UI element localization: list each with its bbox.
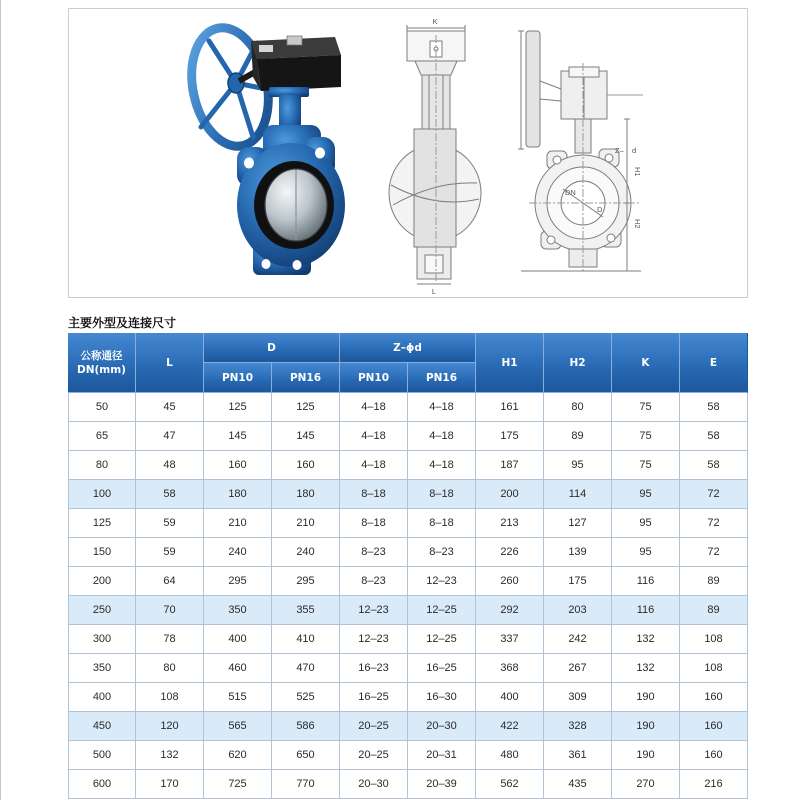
cell-z-pn16: 16–30: [408, 683, 476, 712]
cell-dn: 250: [68, 596, 136, 625]
cell-dn: 400: [68, 683, 136, 712]
cell-l: 78: [136, 625, 204, 654]
cell-z-pn10: 4–18: [340, 451, 408, 480]
header-z-pn16: PN16: [408, 363, 476, 393]
header-d: D: [204, 333, 340, 363]
cell-d-pn10: 210: [204, 509, 272, 538]
label-l: L: [431, 287, 437, 296]
cell-h2: 328: [544, 712, 612, 741]
cell-z-pn16: 8–18: [408, 509, 476, 538]
cell-dn: 350: [68, 654, 136, 683]
cell-e: 89: [680, 596, 748, 625]
cell-dn: 80: [68, 451, 136, 480]
cell-h2: 435: [544, 770, 612, 799]
cell-d-pn16: 355: [272, 596, 340, 625]
cell-d-pn10: 725: [204, 770, 272, 799]
cell-z-pn10: 12–23: [340, 625, 408, 654]
cell-h1: 562: [476, 770, 544, 799]
cell-h1: 161: [476, 393, 544, 422]
cell-k: 116: [612, 596, 680, 625]
cell-k: 132: [612, 654, 680, 683]
cell-dn: 600: [68, 770, 136, 799]
section-title: 主要外型及连接尺寸: [68, 316, 177, 330]
cell-dn: 450: [68, 712, 136, 741]
header-h2: H2: [544, 333, 612, 393]
cell-d-pn10: 565: [204, 712, 272, 741]
cell-e: 108: [680, 625, 748, 654]
bolt-hole-outline: [547, 236, 555, 244]
gearbox-front-face: [257, 55, 341, 91]
header-dn-line2: DN(mm): [77, 363, 126, 376]
hand-wheel-hub: [228, 73, 244, 93]
cell-h1: 422: [476, 712, 544, 741]
cell-h1: 187: [476, 451, 544, 480]
cell-l: 59: [136, 509, 204, 538]
label-h1: H1: [633, 167, 642, 177]
cell-e: 160: [680, 712, 748, 741]
cell-l: 59: [136, 538, 204, 567]
cell-k: 95: [612, 480, 680, 509]
cell-h1: 480: [476, 741, 544, 770]
cell-h2: 309: [544, 683, 612, 712]
cell-z-pn10: 16–23: [340, 654, 408, 683]
cell-z-pn16: 8–23: [408, 538, 476, 567]
cell-d-pn16: 210: [272, 509, 340, 538]
cell-z-pn10: 4–18: [340, 422, 408, 451]
cell-dn: 50: [68, 393, 136, 422]
cell-l: 48: [136, 451, 204, 480]
header-z: Z–ϕd: [340, 333, 476, 363]
cell-h2: 267: [544, 654, 612, 683]
gearbox-label-plate: [259, 45, 273, 52]
gearbox-cap: [569, 67, 599, 77]
cell-d-pn16: 180: [272, 480, 340, 509]
cell-h2: 139: [544, 538, 612, 567]
wheel-spoke-line: [540, 99, 561, 101]
spec-table: [68, 333, 748, 799]
cell-e: 72: [680, 538, 748, 567]
label-k: K: [432, 17, 438, 26]
cell-z-pn10: 20–25: [340, 712, 408, 741]
cell-z-pn10: 4–18: [340, 393, 408, 422]
cell-z-pn16: 4–18: [408, 393, 476, 422]
bolt-hole-outline: [607, 234, 615, 242]
cell-h2: 242: [544, 625, 612, 654]
cell-d-pn10: 620: [204, 741, 272, 770]
cell-h2: 80: [544, 393, 612, 422]
cell-h1: 213: [476, 509, 544, 538]
cell-d-pn16: 470: [272, 654, 340, 683]
cell-h2: 361: [544, 741, 612, 770]
cell-k: 75: [612, 393, 680, 422]
cell-z-pn10: 16–25: [340, 683, 408, 712]
cell-d-pn16: 525: [272, 683, 340, 712]
cell-h2: 127: [544, 509, 612, 538]
cell-dn: 65: [68, 422, 136, 451]
cell-dn: 100: [68, 480, 136, 509]
cell-h1: 175: [476, 422, 544, 451]
cell-dn: 300: [68, 625, 136, 654]
cell-h1: 368: [476, 654, 544, 683]
header-e: E: [680, 333, 748, 393]
cell-d-pn16: 240: [272, 538, 340, 567]
cell-h2: 203: [544, 596, 612, 625]
bolt-hole: [293, 260, 302, 270]
cell-d-pn10: 125: [204, 393, 272, 422]
cell-z-pn16: 20–31: [408, 741, 476, 770]
cell-d-pn16: 160: [272, 451, 340, 480]
cell-d-pn16: 295: [272, 567, 340, 596]
bolt-hole: [244, 158, 254, 169]
cell-z-pn10: 8–23: [340, 567, 408, 596]
cell-h2: 114: [544, 480, 612, 509]
cell-h1: 226: [476, 538, 544, 567]
cell-d-pn16: 125: [272, 393, 340, 422]
cell-h1: 337: [476, 625, 544, 654]
gearbox: [251, 36, 341, 91]
side-view-drawing: [389, 17, 481, 296]
cell-h1: 200: [476, 480, 544, 509]
cell-d-pn16: 145: [272, 422, 340, 451]
label-h2: H2: [633, 219, 642, 229]
cell-l: 170: [136, 770, 204, 799]
cell-e: 160: [680, 741, 748, 770]
valve-photo: [181, 21, 345, 275]
cell-dn: 500: [68, 741, 136, 770]
cell-l: 120: [136, 712, 204, 741]
cell-z-pn16: 4–18: [408, 422, 476, 451]
cell-k: 132: [612, 625, 680, 654]
cell-dn: 150: [68, 538, 136, 567]
cell-e: 89: [680, 567, 748, 596]
valve-body: [237, 125, 345, 275]
front-view-drawing: [518, 31, 643, 273]
cell-z-pn10: 20–25: [340, 741, 408, 770]
cell-z-pn16: 16–25: [408, 654, 476, 683]
cell-h2: 95: [544, 451, 612, 480]
cell-z-pn16: 12–23: [408, 567, 476, 596]
cell-k: 190: [612, 741, 680, 770]
cell-k: 75: [612, 451, 680, 480]
cell-z-pn10: 12–23: [340, 596, 408, 625]
cell-z-pn10: 8–18: [340, 480, 408, 509]
cell-h1: 400: [476, 683, 544, 712]
cell-e: 58: [680, 393, 748, 422]
bolt-hole: [262, 259, 271, 269]
cell-d-pn10: 145: [204, 422, 272, 451]
header-d-pn10: PN10: [204, 363, 272, 393]
cell-k: 190: [612, 712, 680, 741]
cell-d-pn16: 586: [272, 712, 340, 741]
label-dn: DN: [565, 188, 576, 197]
bolt-hole-outline: [553, 156, 561, 164]
cell-z-pn10: 8–23: [340, 538, 408, 567]
cell-h2: 89: [544, 422, 612, 451]
cell-l: 132: [136, 741, 204, 770]
cell-d-pn10: 460: [204, 654, 272, 683]
bolt-hole: [315, 148, 325, 159]
cell-k: 75: [612, 422, 680, 451]
header-l: L: [136, 333, 204, 393]
header-dn: [68, 333, 136, 393]
cell-z-pn16: 20–30: [408, 712, 476, 741]
cell-d-pn10: 400: [204, 625, 272, 654]
cell-d-pn16: 770: [272, 770, 340, 799]
header-k: K: [612, 333, 680, 393]
cell-l: 70: [136, 596, 204, 625]
wheel-spoke-line: [540, 81, 561, 89]
header-z-pn10: PN10: [340, 363, 408, 393]
cell-e: 58: [680, 451, 748, 480]
header-d-pn16: PN16: [272, 363, 340, 393]
cell-e: 72: [680, 509, 748, 538]
cell-h2: 175: [544, 567, 612, 596]
label-disc-d: D: [597, 205, 603, 214]
label-d-hole: d: [632, 146, 637, 155]
cell-z-pn16: 4–18: [408, 451, 476, 480]
cell-z-pn16: 12–25: [408, 625, 476, 654]
cell-e: 72: [680, 480, 748, 509]
cell-l: 58: [136, 480, 204, 509]
cell-dn: 125: [68, 509, 136, 538]
cell-d-pn10: 180: [204, 480, 272, 509]
cell-d-pn10: 240: [204, 538, 272, 567]
cell-e: 160: [680, 683, 748, 712]
bolt-hole-outline: [605, 154, 613, 162]
cell-h1: 260: [476, 567, 544, 596]
cell-e: 58: [680, 422, 748, 451]
page-edge-line: [0, 0, 1, 800]
cell-e: 108: [680, 654, 748, 683]
cell-z-pn16: 20–39: [408, 770, 476, 799]
label-z: Z–: [615, 146, 624, 155]
cell-z-pn16: 12–25: [408, 596, 476, 625]
header-dn-line1: 公称通径: [80, 349, 123, 362]
cell-z-pn10: 20–30: [340, 770, 408, 799]
cell-h1: 292: [476, 596, 544, 625]
cell-z-pn10: 8–18: [340, 509, 408, 538]
cell-e: 216: [680, 770, 748, 799]
cell-l: 108: [136, 683, 204, 712]
cell-k: 95: [612, 538, 680, 567]
cell-k: 116: [612, 567, 680, 596]
cell-l: 45: [136, 393, 204, 422]
cell-d-pn10: 350: [204, 596, 272, 625]
cell-z-pn16: 8–18: [408, 480, 476, 509]
product-figure: [68, 8, 748, 298]
cell-k: 270: [612, 770, 680, 799]
gearbox-position-indicator: [287, 36, 302, 45]
cell-k: 95: [612, 509, 680, 538]
header-h1: H1: [476, 333, 544, 393]
hand-wheel-profile: [526, 31, 540, 147]
cell-d-pn16: 410: [272, 625, 340, 654]
cell-d-pn10: 515: [204, 683, 272, 712]
cell-dn: 200: [68, 567, 136, 596]
product-figure-svg: [69, 9, 747, 297]
cell-d-pn10: 160: [204, 451, 272, 480]
bottom-block-inner: [425, 255, 443, 273]
cell-d-pn16: 650: [272, 741, 340, 770]
cell-k: 190: [612, 683, 680, 712]
cell-l: 47: [136, 422, 204, 451]
cell-d-pn10: 295: [204, 567, 272, 596]
cell-l: 64: [136, 567, 204, 596]
cell-l: 80: [136, 654, 204, 683]
